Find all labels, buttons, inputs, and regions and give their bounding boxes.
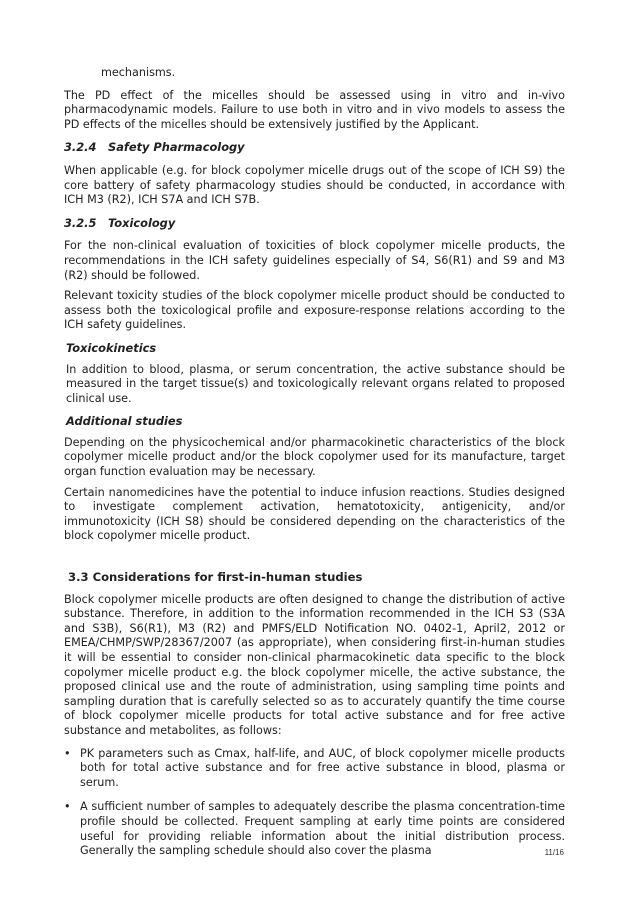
additional-studies-paragraph-1: Depending on the physicochemical and/or pharmacokinetic characteristics of the block copolymer micelle product and/or the block copolymer used for its manufacture, target organ function evaluation may be necessary. (64, 435, 565, 479)
page-content (64, 66, 565, 869)
list-item-text: A sufficient number of samples to adequately describe the plasma concentration-time profile should be collected. Frequent sampling at early time points are considered useful for providing reliable information about the initial distribution process. Generally the sampling schedule should also cover the plasma (80, 800, 565, 858)
bullet-icon: • (64, 746, 71, 760)
section-3-3-paragraph: Block copolymer micelle products are often designed to change the distribution of active substance. Therefore, in addition to the information recommended in the ICH S3 (S3A and S3B), S6(R1), M3 (R2) and PMFS/ELD Notification NO. 0402-1, April2, 2012 or EMEA/CHMP/SWP/28367/2007 (as appropriate), when considering first-in-human studies it will be essential to consider non-clinical pharmacokinetic data specific to the block copolymer micelle product e.g. the block copolymer micelle, the active substance, the proposed clinical use and the route of administration, using sampling time points and sampling duration that is carefully selected so as to accurately quantify the time course of block copolymer micelle products for total active substance and for free active substance and metabolites, as follows: (64, 592, 565, 737)
heading-title: Safety Pharmacology (108, 140, 245, 155)
additional-studies-heading: Additional studies (66, 414, 183, 429)
additional-studies-paragraph-2: Certain nanomedicines have the potential to induce infusion reactions. Studies designed to investigate complement activation, hematotoxicity, antigenicity, and/or immunotoxicity (ICH S8) should be considered depending on the characteristics of the block copolymer micelle product. (64, 485, 565, 543)
page-number: 11/16 (544, 848, 564, 857)
toxicokinetics-paragraph: In addition to blood, plasma, or serum concentration, the active substance should be measured in the target tissue(s) and toxicologically relevant organs related to proposed clinical use. (66, 362, 565, 405)
list-item (64, 800, 565, 858)
safety-pharmacology-paragraph: When applicable (e.g. for block copolymer micelle drugs out of the scope of ICH S9) the core battery of safety pharmacology studies should be conducted, in accordance with ICH M3 (R2), ICH S7A and ICH S7B. (64, 163, 565, 207)
pk-bullet-list (64, 747, 565, 859)
heading-title: Toxicology (108, 215, 176, 230)
toxicology-paragraph-2: Relevant toxicity studies of the block copolymer micelle product should be conducted to assess both the toxicological profile and exposure-response relations according to the ICH safety guidelines. (64, 289, 565, 332)
continued-text: mechanisms. (101, 66, 176, 79)
toxicology-heading (64, 216, 565, 231)
bullet-icon: • (64, 800, 71, 814)
toxicology-paragraph-1: For the non-clinical evaluation of toxicities of block copolymer micelle products, the recommendations in the ICH safety guidelines especially of S4, S6(R1) and S9 and M3 (R2) should be followed. (64, 239, 565, 282)
toxicokinetics-heading: Toxicokinetics (66, 340, 157, 355)
list-item-text: PK parameters such as Cmax, half-life, and AUC, of block copolymer micelle products both for total active substance and for free active substance in blood, plasma or serum. (80, 746, 565, 789)
heading-number: 3.2.4 (64, 140, 97, 155)
safety-pharmacology-heading (64, 140, 565, 155)
list-item (64, 747, 565, 791)
heading-number: 3.2.5 (64, 215, 97, 230)
pd-effect-paragraph: The PD effect of the micelles should be assessed using in vitro and in-vivo pharmacodynamic models. Failure to use both in vitro and in vivo models to assess the PD effects of the micelles should be extensively justified by the Applicant. (64, 88, 565, 131)
section-3-3-heading: 3.3 Considerations for first-in-human studies (68, 570, 363, 585)
